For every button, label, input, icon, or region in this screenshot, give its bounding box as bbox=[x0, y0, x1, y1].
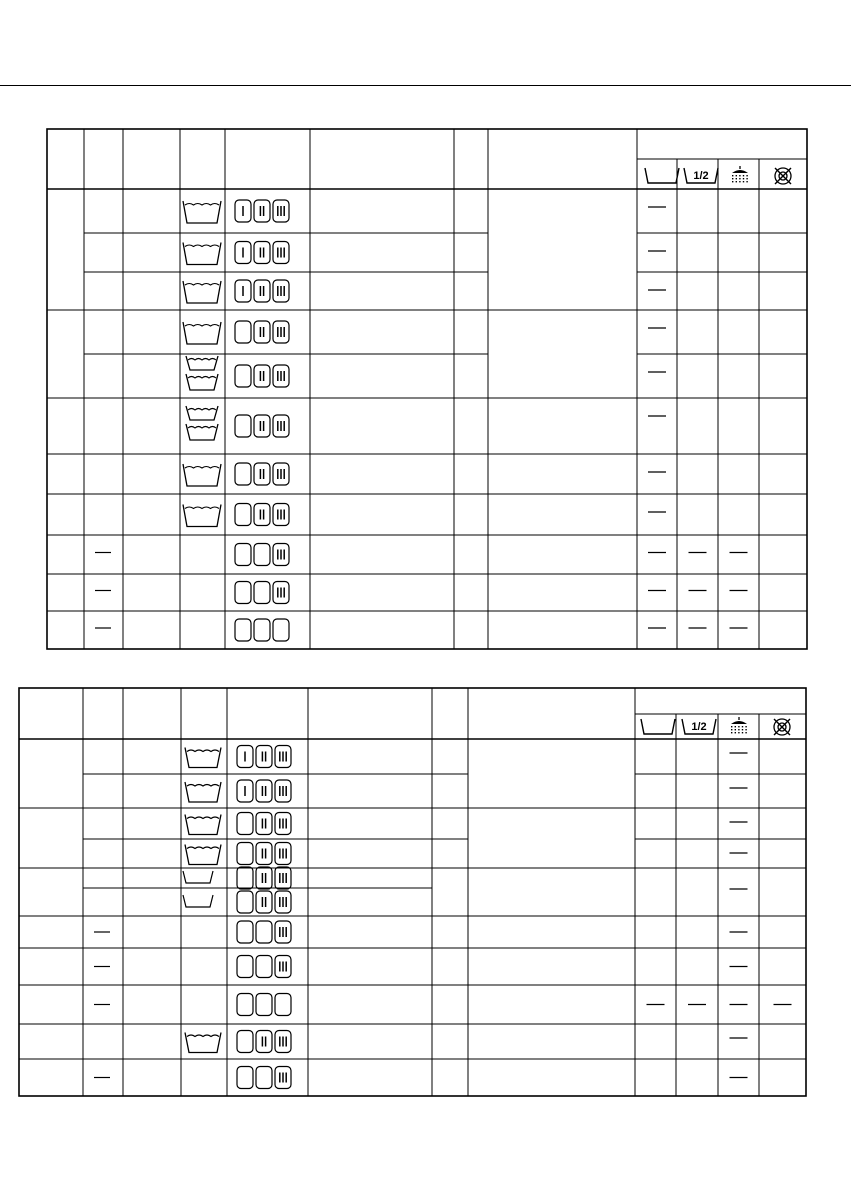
compartment-1 bbox=[235, 280, 251, 302]
no-spin-icon bbox=[775, 168, 791, 184]
wash-symbol-icon bbox=[185, 845, 221, 865]
svg-text:1/2: 1/2 bbox=[691, 721, 707, 733]
compartment-3 bbox=[275, 843, 291, 865]
compartment-2 bbox=[254, 619, 270, 641]
compartment-2 bbox=[254, 415, 270, 437]
wash-symbol-icon bbox=[185, 782, 221, 802]
table-row bbox=[183, 867, 748, 889]
compartment-selector-icon bbox=[235, 415, 289, 437]
wash-symbol-icon bbox=[183, 871, 213, 883]
washtub-icon bbox=[645, 168, 679, 183]
compartment-3 bbox=[273, 582, 289, 604]
compartment-2 bbox=[256, 746, 272, 768]
compartment-3 bbox=[273, 504, 289, 526]
table-row bbox=[183, 463, 666, 486]
compartment-1 bbox=[235, 415, 251, 437]
compartment-1 bbox=[237, 891, 253, 913]
compartment-selector-icon bbox=[235, 242, 289, 264]
compartment-selector-icon bbox=[237, 780, 291, 802]
compartment-2 bbox=[254, 544, 270, 566]
half-load-icon bbox=[684, 168, 718, 183]
compartment-2 bbox=[256, 1067, 272, 1089]
table-row bbox=[185, 813, 748, 835]
compartment-selector-icon bbox=[235, 280, 289, 302]
wash-symbol-icon bbox=[183, 281, 221, 303]
compartment-1 bbox=[235, 582, 251, 604]
compartment-2 bbox=[254, 280, 270, 302]
compartment-1 bbox=[237, 994, 253, 1016]
table-row bbox=[95, 619, 748, 641]
compartment-selector-icon bbox=[235, 321, 289, 343]
compartment-1 bbox=[235, 242, 251, 264]
svg-text:1/2: 1/2 bbox=[693, 170, 709, 182]
table-row bbox=[95, 582, 748, 604]
compartment-1 bbox=[237, 813, 253, 835]
compartment-1 bbox=[237, 1031, 253, 1053]
compartment-3 bbox=[275, 994, 291, 1016]
compartment-selector-icon bbox=[235, 504, 289, 526]
compartment-3 bbox=[273, 321, 289, 343]
compartment-3 bbox=[275, 1031, 291, 1053]
compartment-selector-icon bbox=[237, 867, 291, 889]
compartment-2 bbox=[256, 843, 272, 865]
table-row bbox=[183, 200, 666, 223]
compartment-2 bbox=[254, 582, 270, 604]
table-row bbox=[183, 242, 666, 265]
compartment-2 bbox=[256, 1031, 272, 1053]
no-spin-icon bbox=[774, 719, 790, 735]
double-wash-symbol-icon bbox=[186, 406, 218, 440]
compartment-3 bbox=[273, 544, 289, 566]
table-row bbox=[95, 544, 748, 566]
wash-symbol-icon bbox=[183, 201, 221, 223]
compartment-1 bbox=[237, 867, 253, 889]
compartment-selector-icon bbox=[237, 956, 291, 978]
compartment-2 bbox=[256, 813, 272, 835]
wash-symbol-icon bbox=[183, 243, 221, 265]
half-load-icon bbox=[682, 719, 716, 734]
compartment-2 bbox=[254, 242, 270, 264]
compartment-selector-icon bbox=[237, 994, 291, 1016]
table-row bbox=[183, 891, 291, 913]
compartment-3 bbox=[275, 921, 291, 943]
double-wash-symbol-icon bbox=[186, 356, 218, 390]
wash-symbol-icon bbox=[183, 895, 213, 907]
compartment-selector-icon bbox=[237, 746, 291, 768]
wash-symbol-icon bbox=[185, 748, 221, 768]
compartment-3 bbox=[275, 780, 291, 802]
table-row bbox=[94, 994, 792, 1016]
compartment-3 bbox=[273, 365, 289, 387]
table-row bbox=[183, 504, 666, 527]
compartment-3 bbox=[273, 619, 289, 641]
table-row bbox=[185, 746, 748, 768]
compartment-2 bbox=[256, 921, 272, 943]
compartment-1 bbox=[237, 746, 253, 768]
table-row bbox=[94, 956, 748, 978]
wash-symbol-icon bbox=[183, 322, 221, 344]
compartment-1 bbox=[235, 200, 251, 222]
compartment-2 bbox=[254, 200, 270, 222]
compartment-3 bbox=[275, 813, 291, 835]
compartment-2 bbox=[254, 321, 270, 343]
table-row bbox=[185, 780, 748, 802]
compartment-1 bbox=[235, 463, 251, 485]
compartment-1 bbox=[237, 956, 253, 978]
rinse-shower-icon bbox=[731, 717, 747, 733]
compartment-1 bbox=[237, 780, 253, 802]
washtub-icon bbox=[641, 719, 675, 734]
compartment-selector-icon bbox=[235, 619, 289, 641]
table-row bbox=[185, 1031, 748, 1053]
compartment-selector-icon bbox=[237, 813, 291, 835]
table-row bbox=[183, 321, 666, 344]
compartment-1 bbox=[237, 843, 253, 865]
compartment-1 bbox=[235, 365, 251, 387]
compartment-selector-icon bbox=[237, 921, 291, 943]
compartment-3 bbox=[273, 280, 289, 302]
compartment-selector-icon bbox=[237, 1067, 291, 1089]
compartment-3 bbox=[275, 746, 291, 768]
programme-table-2 bbox=[19, 688, 806, 1096]
compartment-1 bbox=[235, 321, 251, 343]
compartment-1 bbox=[237, 921, 253, 943]
compartment-1 bbox=[237, 1067, 253, 1089]
wash-symbol-icon bbox=[185, 1033, 221, 1053]
compartment-3 bbox=[275, 891, 291, 913]
compartment-selector-icon bbox=[237, 1031, 291, 1053]
compartment-selector-icon bbox=[235, 463, 289, 485]
rinse-shower-icon bbox=[732, 166, 748, 182]
wash-symbol-icon bbox=[183, 464, 221, 486]
compartment-selector-icon bbox=[237, 843, 291, 865]
compartment-selector-icon bbox=[237, 891, 291, 913]
compartment-2 bbox=[256, 994, 272, 1016]
compartment-selector-icon bbox=[235, 544, 289, 566]
table-row bbox=[94, 921, 748, 943]
compartment-3 bbox=[275, 956, 291, 978]
compartment-3 bbox=[273, 242, 289, 264]
table-row bbox=[186, 406, 666, 440]
compartment-1 bbox=[235, 619, 251, 641]
wash-symbol-icon bbox=[183, 505, 221, 527]
compartment-selector-icon bbox=[235, 365, 289, 387]
compartment-3 bbox=[273, 415, 289, 437]
compartment-2 bbox=[254, 504, 270, 526]
compartment-1 bbox=[235, 544, 251, 566]
option-header bbox=[641, 717, 790, 735]
table-row bbox=[185, 843, 748, 865]
compartment-2 bbox=[256, 956, 272, 978]
compartment-3 bbox=[273, 463, 289, 485]
compartment-selector-icon bbox=[235, 582, 289, 604]
compartment-selector-icon bbox=[235, 200, 289, 222]
compartment-2 bbox=[256, 780, 272, 802]
wash-symbol-icon bbox=[185, 815, 221, 835]
compartment-2 bbox=[256, 867, 272, 889]
table-row bbox=[186, 356, 666, 390]
compartment-3 bbox=[273, 200, 289, 222]
compartment-3 bbox=[275, 1067, 291, 1089]
compartment-2 bbox=[254, 463, 270, 485]
table-row bbox=[183, 280, 666, 303]
table-row bbox=[94, 1067, 748, 1089]
compartment-3 bbox=[275, 867, 291, 889]
compartment-1 bbox=[235, 504, 251, 526]
compartment-2 bbox=[254, 365, 270, 387]
programme-table-1 bbox=[47, 129, 807, 649]
compartment-2 bbox=[256, 891, 272, 913]
